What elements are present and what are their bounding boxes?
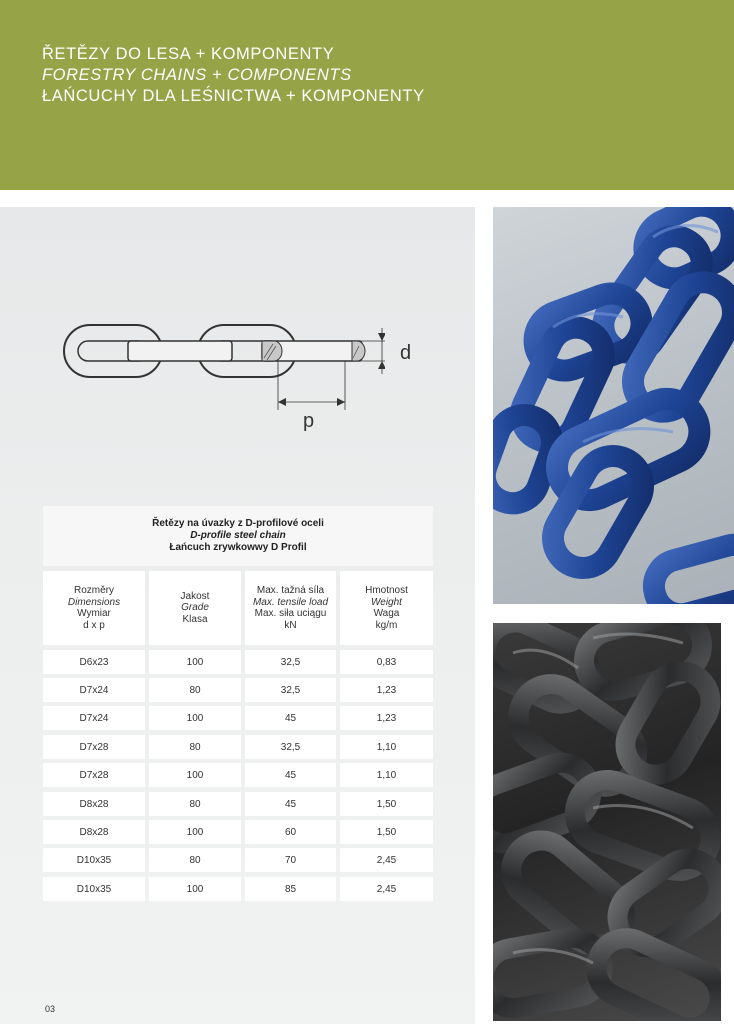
cell-grade: 100 <box>149 706 241 730</box>
cell-weight: 1,50 <box>340 792 433 816</box>
cell-weight: 2,45 <box>340 848 433 872</box>
cell-weight: 0,83 <box>340 650 433 674</box>
header-grade: Jakost Grade Klasa <box>149 571 241 645</box>
black-chain-photo <box>493 623 721 1021</box>
cell-weight: 1,10 <box>340 763 433 787</box>
page-number: 03 <box>45 1004 56 1014</box>
cell-weight: 1,23 <box>340 678 433 702</box>
cell-grade: 80 <box>149 848 241 872</box>
cell-tensile-load: 45 <box>245 706 336 730</box>
table-title-polish: Łańcuch zrywkowwy D Profil <box>169 542 307 553</box>
chain-diagram <box>55 310 385 440</box>
dimension-p-label: p <box>303 410 315 432</box>
header-dimensions: Rozměry Dimensions Wymiar d x p <box>43 571 145 645</box>
table-title-czech: Řetězy na úvazky z D-profilové oceli <box>152 518 324 529</box>
header-tensile-load: Max. tažná síla Max. tensile load Max. siła uciągu kN <box>245 571 336 645</box>
cell-dimensions: D7x24 <box>43 706 145 730</box>
cell-dimensions: D8x28 <box>43 820 145 844</box>
cell-tensile-load: 32,5 <box>245 650 336 674</box>
title-english: FORESTRY CHAINS + COMPONENTS <box>42 66 352 84</box>
table-title-english: D-profile steel chain <box>190 530 286 541</box>
cell-dimensions: D7x28 <box>43 735 145 759</box>
cell-tensile-load: 70 <box>245 848 336 872</box>
cell-grade: 80 <box>149 678 241 702</box>
cell-tensile-load: 32,5 <box>245 678 336 702</box>
blue-chain-photo <box>493 207 734 604</box>
dimension-d-label: d <box>400 342 412 364</box>
cell-grade: 100 <box>149 650 241 674</box>
title-polish: ŁAŃCUCHY DLA LEŚNICTWA + KOMPONENTY <box>42 87 425 105</box>
cell-grade: 100 <box>149 877 241 901</box>
cell-weight: 1,23 <box>340 706 433 730</box>
cell-dimensions: D10x35 <box>43 877 145 901</box>
cell-tensile-load: 45 <box>245 763 336 787</box>
cell-grade: 80 <box>149 792 241 816</box>
cell-tensile-load: 45 <box>245 792 336 816</box>
cell-grade: 100 <box>149 820 241 844</box>
header-banner <box>0 0 734 190</box>
cell-weight: 1,50 <box>340 820 433 844</box>
cell-dimensions: D7x28 <box>43 763 145 787</box>
cell-weight: 2,45 <box>340 877 433 901</box>
title-czech: ŘETĚZY DO LESA + KOMPONENTY <box>42 45 335 63</box>
table-title <box>43 506 433 566</box>
cell-tensile-load: 32,5 <box>245 735 336 759</box>
cell-dimensions: D6x23 <box>43 650 145 674</box>
cell-dimensions: D8x28 <box>43 792 145 816</box>
cell-grade: 100 <box>149 763 241 787</box>
cell-dimensions: D10x35 <box>43 848 145 872</box>
cell-weight: 1,10 <box>340 735 433 759</box>
cell-tensile-load: 85 <box>245 877 336 901</box>
header-weight: Hmotnost Weight Waga kg/m <box>340 571 433 645</box>
cell-tensile-load: 60 <box>245 820 336 844</box>
cell-grade: 80 <box>149 735 241 759</box>
cell-dimensions: D7x24 <box>43 678 145 702</box>
